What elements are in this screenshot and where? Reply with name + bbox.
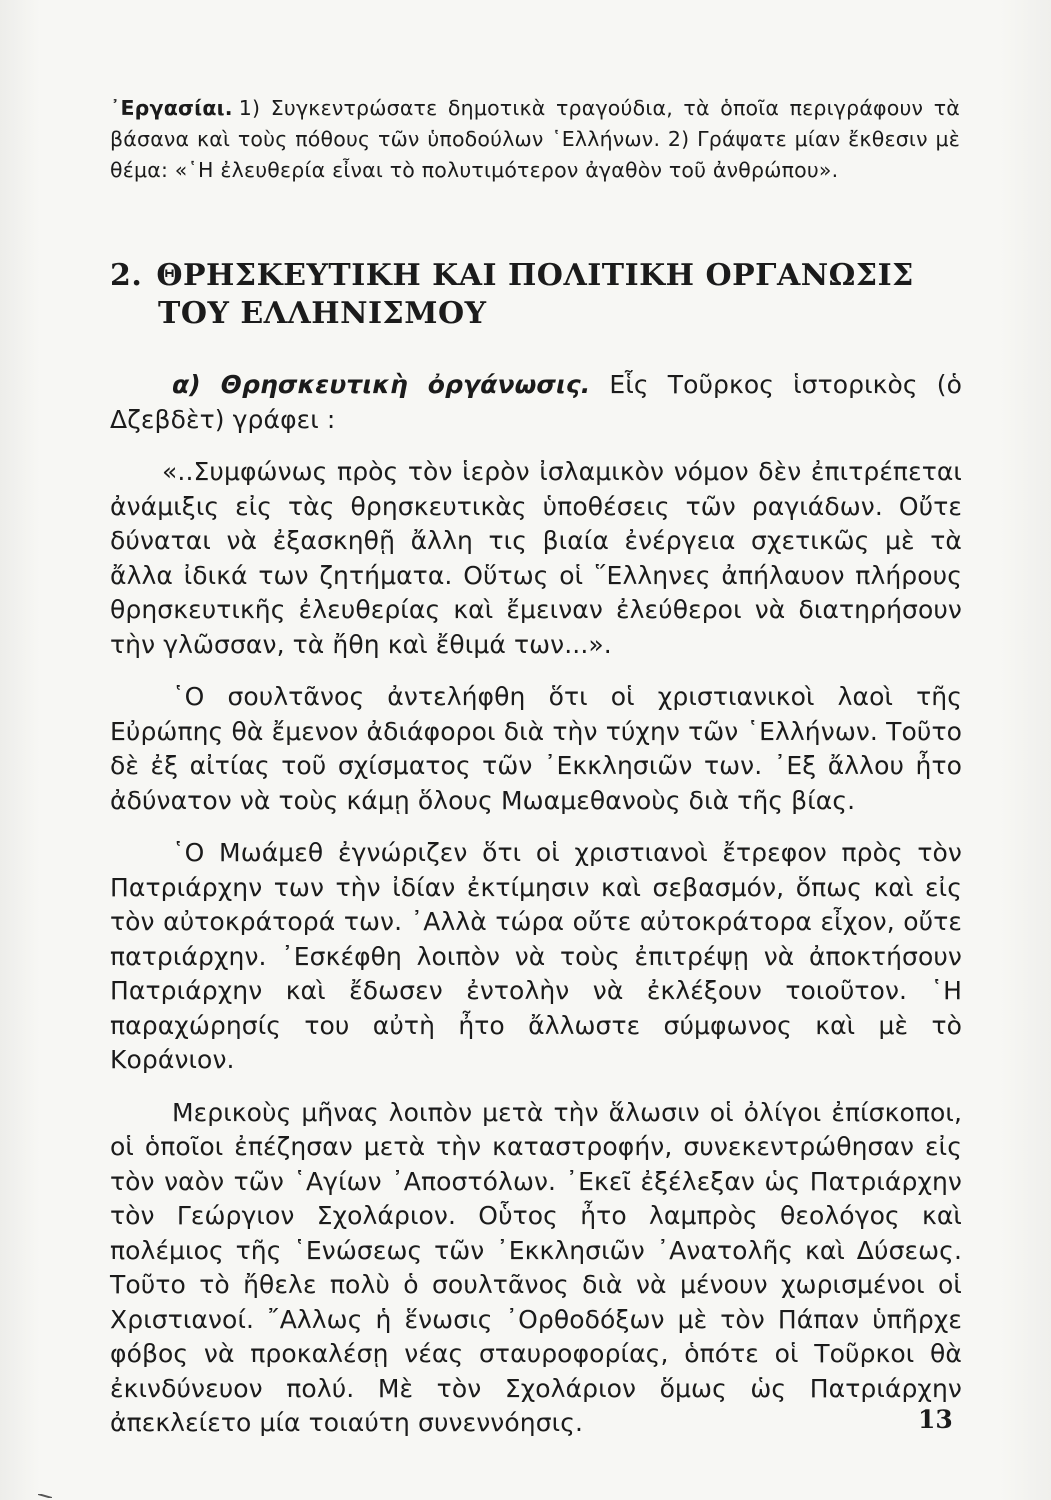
quote-paragraph: «..Συμφώνως πρὸς τὸν ἱερὸν ἰσλαμικὸν νόμον δὲν ἐπιτρέπεται ἀνάμιξις εἰς τὰς θρησκευτικὰς ὑποθέσεις τῶν ραγιάδων. Οὔτε δύναται νὰ ἐξασκηθῇ ἄλλη τις βιαία ἐνέργεια σχετικῶς μὲ τὰ ἄλλα ἰδικά των ζητήματα. Οὕτως οἱ ῞Ελληνες ἀπήλαυον πλήρους θρησκευτικῆς ἐλευθερίας καὶ ἔμειναν ἐλεύθεροι νὰ διατηρήσουν τὴν γλῶσσαν, τὰ ἤθη καὶ ἔθιμά των...». — [110, 457, 962, 659]
page-number: 13 — [918, 1405, 953, 1434]
body-text — [110, 368, 962, 1441]
section-title-line2: ΤΟΥ ΕΛΛΗΝΙΣΜΟΥ — [158, 296, 487, 331]
subsection-intro-paragraph — [110, 368, 962, 437]
exercises-label: ᾿Εργασίαι. — [110, 96, 233, 120]
subsection-label: α) Θρησκευτικὴ ὀργάνωσις. — [172, 370, 591, 399]
section-heading — [110, 257, 960, 333]
paragraph: ῾Ο σουλτᾶνος ἀντελήφθη ὅτι οἱ χριστιανικοὶ λαοὶ τῆς Εὐρώπης θὰ ἔμενον ἀδιάφοροι διὰ τὴν τύχην τῶν ῾Ελλήνων. Τοῦτο δὲ ἐξ αἰτίας τοῦ σχίσματος τῶν ᾿Εκκλησιῶν των. ᾿Εξ ἄλλου ἦτο ἀδύνατον νὰ τοὺς κάμῃ ὅλους Μωαμεθανοὺς διὰ τῆς βίας. — [110, 682, 962, 815]
section-title-line1: ΘΡΗΣΚΕΥΤΙΚΗ ΚΑΙ ΠΟΛΙΤΙΚΗ ΟΡΓΑΝΩΣΙΣ — [156, 258, 914, 293]
stray-mark-icon — [38, 1494, 52, 1498]
section-number: 2. — [110, 258, 143, 293]
paragraph: Μερικοὺς μῆνας λοιπὸν μετὰ τὴν ἅλωσιν οἱ ὀλίγοι ἐπίσκοποι, οἱ ὁποῖοι ἐπέζησαν μετὰ τὴν καταστροφήν, συνεκεντρώθησαν εἰς τὸν ναὸν τῶν ῾Αγίων ᾿Αποστόλων. ᾿Εκεῖ ἐξέλεξαν ὡς Πατριάρχην τὸν Γεώργιον Σχολάριον. Οὗτος ἦτο λαμπρὸς θεολόγος καὶ πολέμιος τῆς ῾Ενώσεως τῶν ᾿Εκκλησιῶν ᾿Ανατολῆς καὶ Δύσεως. Τοῦτο τὸ ἤθελε πολὺ ὁ σουλτᾶνος διὰ νὰ μένουν χωρισμένοι οἱ Χριστιανοί. ῎Αλλως ἡ ἕνωσις ᾿Ορθοδόξων μὲ τὸν Πάπαν ὑπῆρχε φόβος νὰ προκαλέσῃ νέας σταυροφορίας, ὁπότε οἱ Τοῦρκοι θὰ ἐκινδύνευον πολύ. Μὲ τὸν Σχολάριον ὅμως ὡς Πατριάρχην ἀπεκλείετο μία τοιαύτη συνεννόησις. — [110, 1097, 962, 1437]
exercises-text: 1) Συγκεντρώσατε δημοτικὰ τραγούδια, τὰ ὁποῖα περιγράφουν τὰ βάσανα καὶ τοὺς πόθους τῶν ὑποδούλων ῾Ελλήνων. 2) Γράψατε μίαν ἔκθεσιν μὲ θέμα: «῾Η ἐλευθερία εἶναι τὸ πολυτιμότερον ἀγαθὸν τοῦ ἀνθρώπου». — [110, 96, 960, 182]
subsection-intro: Εἷς Τοῦρκος ἱστορικὸς (ὁ Δζεβδὲτ) γράφει : — [110, 370, 962, 434]
paragraph: ῾Ο Μωάμεθ ἐγνώριζεν ὅτι οἱ χριστιανοὶ ἔτρεφον πρὸς τὸν Πατριάρχην των τὴν ἰδίαν ἐκτίμησιν καὶ σεβασμόν, ὅπως καὶ εἰς τὸν αὐτοκράτορά των. ᾿Αλλὰ τώρα οὔτε αὐτοκράτορα εἶχον, οὔτε πατριάρχην. ᾿Εσκέφθη λοιπὸν νὰ τοὺς ἐπιτρέψῃ νὰ ἀποκτήσουν Πατριάρχην καὶ ἔδωσεν ἐντολὴν νὰ ἐκλέξουν τοιοῦτον. ῾Η παραχώρησίς του αὐτὴ ἦτο ἄλλωστε σύμφωνος καὶ μὲ τὸ Κοράνιον. — [110, 838, 962, 1074]
exercises-paragraph — [110, 93, 960, 186]
